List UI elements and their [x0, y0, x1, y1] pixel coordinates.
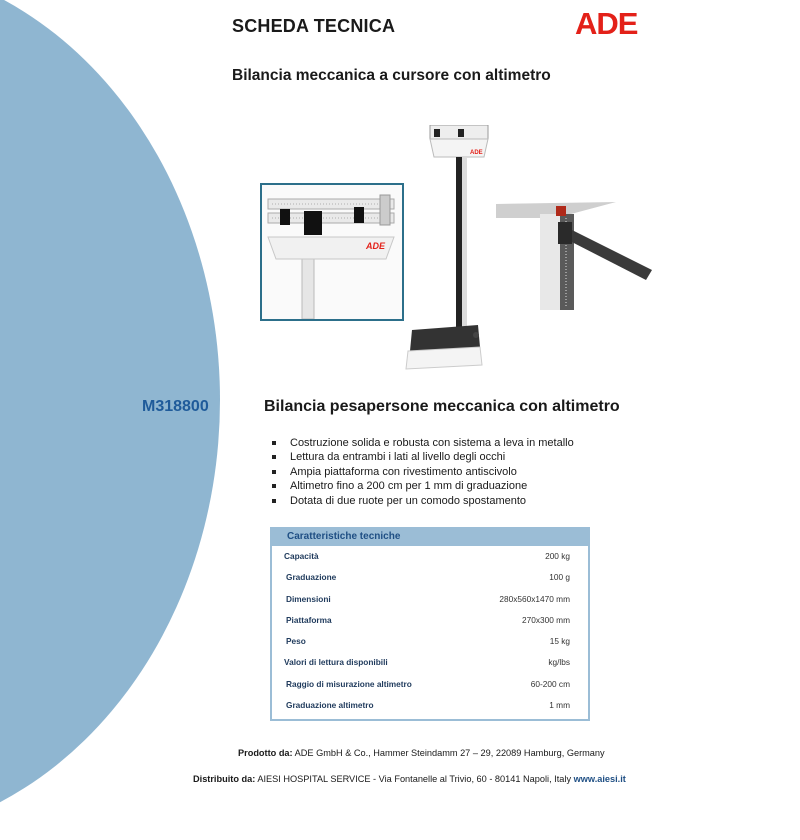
spec-value: 200 kg: [545, 551, 570, 561]
feature-item: Lettura da entrambi i lati al livello degli occhi: [272, 450, 574, 464]
spec-row: [272, 674, 588, 695]
decorative-side-arc: [0, 0, 220, 840]
spec-value: 280x560x1470 mm: [499, 594, 570, 604]
altimeter-detail-image: [496, 198, 656, 310]
feature-item: Costruzione solida e robusta con sistema a leva in metallo: [272, 436, 574, 450]
spec-table-heading: Caratteristiche tecniche: [272, 527, 588, 546]
feature-item: Ampia piattaforma con rivestimento antiscivolo: [272, 465, 574, 479]
spec-value: 60-200 cm: [530, 679, 570, 689]
spec-value: 15 kg: [549, 636, 570, 646]
spec-table: [270, 527, 590, 721]
footer-producer: [238, 748, 605, 758]
ade-logo: ADE: [575, 6, 638, 41]
beam-closeup-illustration: [262, 185, 402, 319]
distributor-text: AIESI HOSPITAL SERVICE - Via Fontanelle al Trivio, 60 - 80141 Napoli, Italy: [255, 774, 574, 784]
spec-row: [272, 652, 588, 673]
spec-value: 1 mm: [549, 700, 570, 710]
scale-main-image: [400, 125, 490, 375]
spec-row: [272, 610, 588, 631]
feature-item: Dotata di due ruote per un comodo spostamento: [272, 494, 574, 508]
spec-row: [272, 589, 588, 610]
page-title: SCHEDA TECNICA: [232, 16, 396, 36]
spec-label: Dimensioni: [286, 594, 331, 604]
producer-text: ADE GmbH & Co., Hammer Steindamm 27 – 29, 22089 Hamburg, Germany: [292, 748, 605, 758]
spec-value: kg/lbs: [548, 657, 570, 667]
spec-label: Valori di lettura disponibili: [284, 657, 388, 667]
spec-row: [272, 631, 588, 652]
website-link[interactable]: www.aiesi.it: [573, 774, 626, 784]
spec-label: Graduazione altimetro: [286, 700, 374, 710]
distributor-label: Distribuito da:: [193, 774, 256, 784]
spec-label: Capacità: [284, 551, 319, 561]
spec-value: 100 g: [549, 572, 570, 582]
svg-text:ADE: ADE: [366, 241, 386, 251]
spec-row: [272, 546, 588, 567]
product-name: Bilancia pesapersone meccanica con altimetro: [264, 398, 620, 415]
feature-list: [272, 436, 574, 508]
svg-text:ADE: ADE: [470, 150, 483, 156]
spec-row: [272, 567, 588, 588]
spec-label: Peso: [286, 636, 306, 646]
spec-label: Graduazione: [286, 572, 337, 582]
beam-closeup-image: [260, 183, 404, 321]
spec-label: Raggio di misurazione altimetro: [286, 679, 412, 689]
product-code: M318800: [142, 398, 209, 415]
spec-value: 270x300 mm: [522, 615, 570, 625]
spec-label: Piattaforma: [286, 615, 332, 625]
spec-row: [272, 695, 588, 716]
producer-label: Prodotto da:: [238, 748, 293, 758]
page-subtitle: Bilancia meccanica a cursore con altimetro: [232, 67, 551, 84]
footer-distributor: [193, 774, 626, 784]
feature-item: Altimetro fino a 200 cm per 1 mm di graduazione: [272, 479, 574, 493]
